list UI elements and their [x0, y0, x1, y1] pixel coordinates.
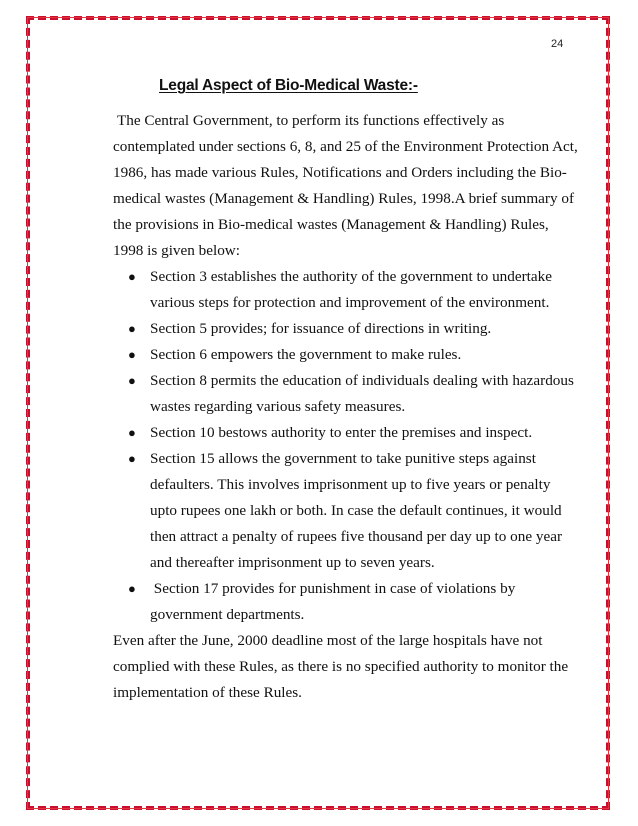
page-number: 24 — [551, 38, 564, 50]
bullet-icon: ● — [128, 373, 136, 388]
intro-line: 1986, has made various Rules, Notifications and Orders including the Bio- — [113, 164, 567, 181]
sections-bullet-list — [113, 264, 573, 628]
intro-line: the provisions in Bio-medical wastes (Management & Handling) Rules, — [113, 216, 549, 233]
intro-line: medical wastes (Management & Handling) Rules, 1998.A brief summary of — [113, 190, 575, 207]
list-item-line: Section 5 provides; for issuance of directions in writing. — [150, 320, 492, 337]
bullet-icon: ● — [128, 451, 136, 466]
list-item — [113, 368, 573, 420]
list-item-line: wastes regarding various safety measures. — [150, 398, 406, 415]
list-item-line: Section 6 empowers the government to make rules. — [150, 346, 462, 363]
list-item-line: Section 17 provides for punishment in case of violations by — [150, 580, 516, 597]
list-item-line: Section 8 permits the education of individuals dealing with hazardous — [150, 372, 574, 389]
intro-line: contemplated under sections 6, 8, and 25 of the Environment Protection Act, — [113, 138, 578, 155]
closing-paragraph — [113, 628, 573, 706]
list-item — [113, 316, 573, 342]
bullet-icon: ● — [128, 321, 136, 336]
list-item — [113, 576, 573, 628]
list-item — [113, 264, 573, 316]
list-item — [113, 342, 573, 368]
section-heading: Legal Aspect of Bio-Medical Waste:- — [159, 77, 418, 94]
list-item-line: upto rupees one lakh or both. In case the default continues, it would — [150, 502, 562, 519]
document-body — [113, 108, 578, 706]
intro-paragraph — [113, 108, 578, 264]
list-item-line: various steps for protection and improvement of the environment. — [150, 294, 550, 311]
bullet-icon: ● — [128, 269, 136, 284]
list-item — [113, 420, 573, 446]
intro-line: 1998 is given below: — [113, 242, 240, 259]
list-item — [113, 446, 573, 576]
bullet-icon: ● — [128, 347, 136, 362]
bullet-icon: ● — [128, 425, 136, 440]
list-item-line: and thereafter imprisonment up to seven years. — [150, 554, 435, 571]
intro-line: The Central Government, to perform its functions effectively as — [117, 112, 505, 129]
list-item-line: then attract a penalty of rupees five thousand per day up to one year — [150, 528, 563, 545]
list-item-line: Section 10 bestows authority to enter the premises and inspect. — [150, 424, 533, 441]
list-item-line: government departments. — [150, 606, 305, 623]
closing-line: implementation of these Rules. — [113, 684, 302, 701]
list-item-line: Section 15 allows the government to take punitive steps against — [150, 450, 536, 467]
list-item-line: defaulters. This involves imprisonment up to five years or penalty — [150, 476, 551, 493]
bullet-icon: ● — [128, 581, 136, 596]
list-item-line: Section 3 establishes the authority of the government to undertake — [150, 268, 552, 285]
closing-line: Even after the June, 2000 deadline most of the large hospitals have not — [113, 632, 543, 649]
closing-line: complied with these Rules, as there is no specified authority to monitor the — [113, 658, 569, 675]
